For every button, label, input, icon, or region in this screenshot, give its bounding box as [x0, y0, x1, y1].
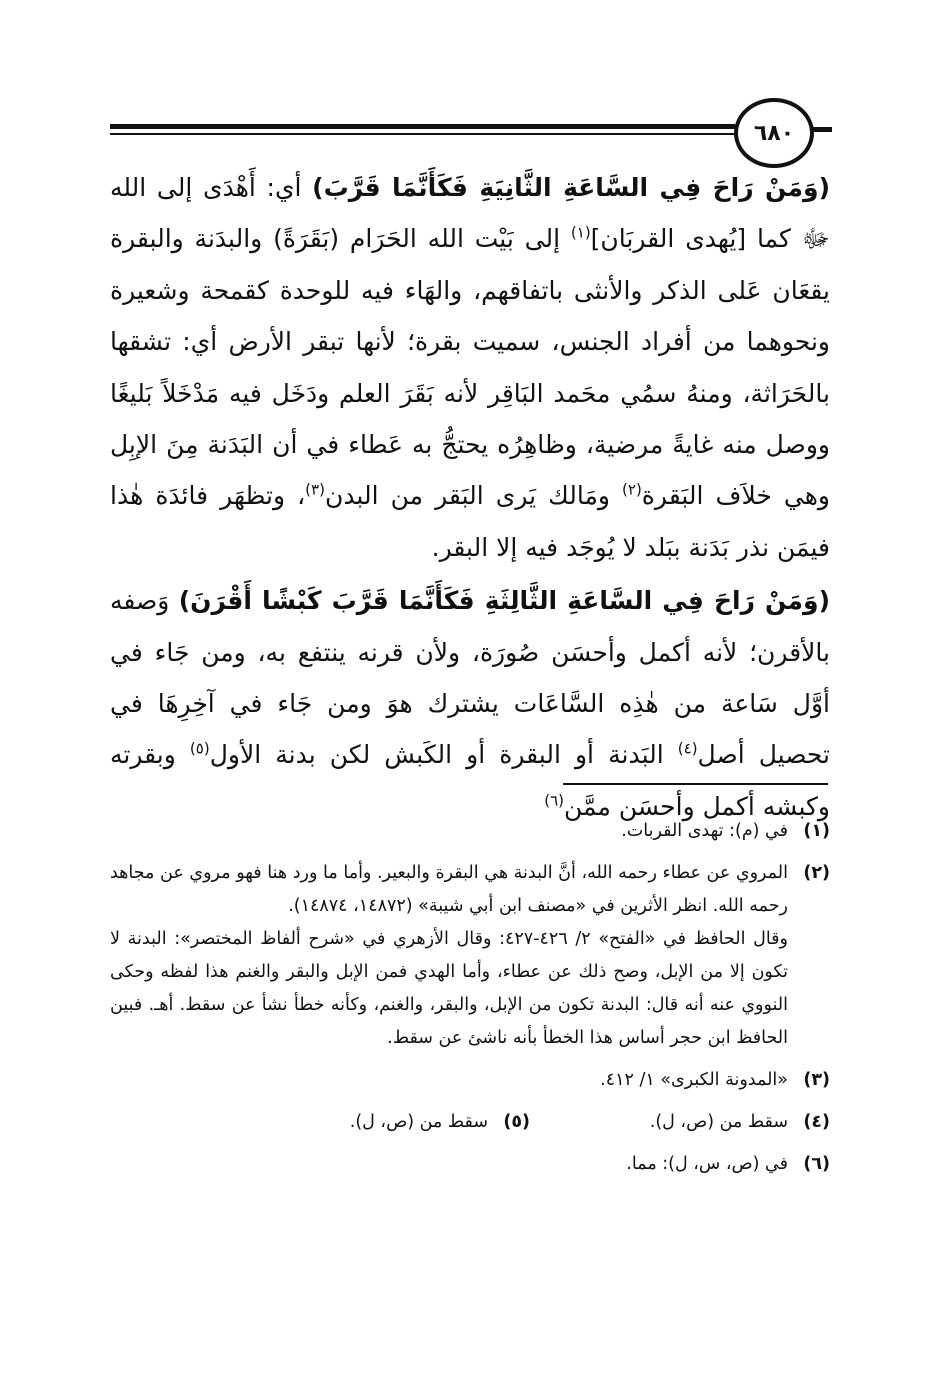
footnote-text: المروي عن عطاء رحمه الله، أنَّ البدنة هي البقرة والبعير. وأما ما ورد هنا فهو مروي عن مجاهد رحمه الله. انظر الأثرين في «مصنف ابن أبي شيبة» (١٤٨٧٢، ١٤٨٧٤). — [110, 863, 788, 916]
header-rule-tail — [812, 127, 832, 132]
commentary-text: أي: أَهْدَى إلى الله ﷻ كما [يُهدى القربَان] — [110, 173, 831, 254]
hadith-quote: (وَمَنْ رَاحَ فِي السَّاعَةِ الثَّانِيَةِ فَكَأَنَّمَا قَرَّبَ) — [312, 173, 830, 202]
footnote-number: (٥) — [503, 1112, 530, 1132]
footnote-text: في (م): تهدى القربات. — [621, 821, 788, 841]
footnote-1 — [110, 815, 830, 848]
commentary-text: وَصفه بالأقرن؛ لأنه أكمل وأحسَن صُورَة، ولأن قرنه ينتفع به، ومن جَاء في أوَّل سَاعة من هٰذِه السَّاعَات يشترك هوَ ومن جَاء في آخِرِهَا في تحصيل أصل — [110, 586, 830, 770]
footnote-text: في (ص، س، ل): مما. — [626, 1154, 788, 1174]
commentary-text: البَدنة أو البقرة أو الكَبش لكن بدنة الأول — [209, 740, 678, 770]
footnote-ref[interactable]: (٤) — [677, 740, 698, 759]
footnote-number: (٦) — [803, 1154, 830, 1174]
header-rule-thick — [110, 124, 735, 129]
commentary-text: ومَالك يَرى البَقر من البدن — [324, 481, 623, 511]
header-rule-thin — [110, 133, 735, 135]
paragraph-1 — [110, 162, 830, 573]
hadith-quote: (وَمَنْ رَاحَ فِي السَّاعَةِ الثَّالِثَةِ فَكَأَنَّمَا قَرَّبَ كَبْشًا أَقْرَنَ) — [178, 586, 830, 616]
footnote-text: وقال الحافظ في «الفتح» ٢/ ٤٢٦-٤٢٧: وقال الأزهري في «شرح ألفاظ المختصر»: البدنة لا تكون إلا من الإبل، وصح ذلك عن عطاء، وأما الهدي فمن الإبل والبقر والغنم هذا لفظه وحكى النووي عنه أنه قال: البدنة تكون من الإبل، والبقر، والغنم، وكأنه خطأ نشأ عن سقط. أهـ. فبين الحافظ ابن حجر أساس هذا الخطأ بأنه ناشئ عن سقط. — [110, 929, 788, 1048]
footnote-3 — [110, 1064, 830, 1097]
footnote-number: (١) — [803, 821, 830, 841]
paragraph-2 — [110, 575, 830, 832]
footnote-ref[interactable]: (٣) — [305, 481, 325, 500]
footnote-separator — [563, 783, 828, 785]
commentary-text: ، وتظهَر فائدَة هٰذا فيمَن نذر بَدَنة ببَلد لا يُوجَد فيه إلا البقر. — [110, 481, 830, 562]
footnote-text: سقط من (ص، ل). — [649, 1112, 788, 1132]
footnote-6 — [110, 1148, 830, 1181]
commentary-text: وبقرته وكبشه أكمل وأحسَن ممَّن — [110, 740, 830, 821]
footnote-ref[interactable]: (٢) — [622, 481, 642, 500]
page-number: ٦٨٠ — [753, 120, 795, 146]
footnote-number: (٣) — [803, 1070, 830, 1090]
footnote-text: سقط من (ص، ل). — [349, 1112, 488, 1132]
footnote-ref[interactable]: (٥) — [189, 740, 210, 759]
footnote-4-5-row — [110, 1106, 830, 1139]
footnote-number: (٢) — [803, 863, 830, 883]
footnote-2 — [110, 857, 830, 1055]
footnote-5 — [230, 1106, 530, 1139]
footnote-ref[interactable]: (١) — [570, 224, 591, 243]
footnotes — [110, 815, 830, 1190]
main-text — [110, 162, 830, 832]
page-number-badge — [734, 98, 814, 168]
footnote-number: (٤) — [803, 1112, 830, 1132]
footnote-text: «المدونة الكبرى» ١/ ٤١٢. — [600, 1070, 788, 1090]
footnote-4 — [530, 1106, 830, 1139]
footnote-ref[interactable]: (٦) — [544, 791, 565, 810]
commentary-text: إلى بَيْت الله الحَرَام (بَقَرَةً) والبدَنة والبقرة يقعَان عَلى الذكر والأنثى باتفاقهم، والهَاء فيه للوحدة كقمحة وشعيرة ونحوهما من أفراد الجنس، سميت بقرة؛ لأنها تبقر الأرض أي: تشقها بالحَرَاثة، ومنهُ سمُي محَمد البَاقِر لأنه بَقَرَ العلم ودَخَل فيه مَدْخَلاً بَليغًا ووصل منه غايةً مرضية، وظاهِرُه يحتجُّ به عَطاء في أن البَدَنة مِنَ الإبِل وهي خلاَف البَقرة — [110, 224, 830, 511]
